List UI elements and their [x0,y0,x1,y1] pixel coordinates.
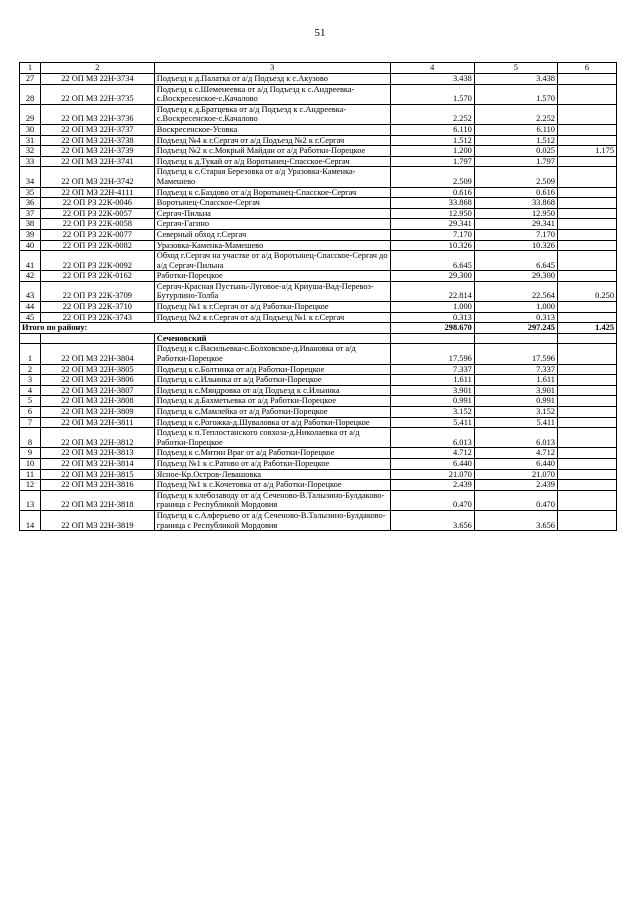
length-col5: 7.337 [474,364,557,375]
length-col5: 3.656 [474,510,557,530]
length-total: 6.645 [390,251,474,271]
row-number: 35 [20,187,41,198]
row-number: 2 [20,364,41,375]
table-row [20,375,617,386]
length-total: 0.313 [390,312,474,323]
length-col6 [557,364,616,375]
length-col5: 0.313 [474,312,557,323]
total-label: Итого по району: [20,323,391,334]
length-col5: 29.341 [474,219,557,230]
length-total: 1.570 [390,84,474,104]
road-id: 22 ОП РЗ 22К-0082 [41,240,155,251]
table-row [20,124,617,135]
length-col5: 29.300 [474,271,557,282]
row-number: 3 [20,375,41,386]
road-id: 22 ОП МЗ 22Н-3807 [41,385,155,396]
length-total: 5.411 [390,417,474,428]
road-name: Северный обход г.Сергач [154,229,390,240]
length-col6 [557,84,616,104]
road-id: 22 ОП МЗ 22Н-3819 [41,510,155,530]
road-name: Подъезд к п.Теплостанского совхоза-д.Николаевка от а/д Работки-Порецкое [154,428,390,448]
row-number: 29 [20,104,41,124]
row-number: 28 [20,84,41,104]
district-row [20,333,617,344]
empty-cell [390,333,474,344]
road-name: Подъезд к с.Мяндровка от а/д Подъезд к с.Ильинка [154,385,390,396]
length-total: 2.509 [390,167,474,187]
row-number: 8 [20,428,41,448]
road-id: 22 ОП МЗ 22Н-3734 [41,74,155,85]
empty-cell [20,333,41,344]
row-number: 33 [20,156,41,167]
row-number: 31 [20,135,41,146]
length-col5: 33.868 [474,198,557,209]
road-name: Подъезд к с.Васильевка-с.Болховское-д.Ивановка от а/д Работки-Порецкое [154,344,390,364]
length-col6 [557,302,616,313]
row-number: 4 [20,385,41,396]
column-header: 5 [474,63,557,74]
length-col5: 22.564 [474,281,557,301]
length-col5: 7.170 [474,229,557,240]
length-col6 [557,510,616,530]
length-total: 22.814 [390,281,474,301]
road-name: Подъезд к д.Палатка от а/д Подъезд к с.Акузово [154,74,390,85]
table-row [20,510,617,530]
road-id: 22 ОП МЗ 22Н-3811 [41,417,155,428]
length-total: 0.470 [390,490,474,510]
road-id: 22 ОП МЗ 22Н-3739 [41,146,155,157]
table-row [20,448,617,459]
road-name: Подъезд к д.Тукай от а/д Воротынец-Спасское-Сергач [154,156,390,167]
length-col6 [557,490,616,510]
empty-cell [474,333,557,344]
length-total: 2.252 [390,104,474,124]
table-row [20,396,617,407]
road-name: Подъезд №1 к г.Сергач от а/д Работки-Порецкое [154,302,390,313]
length-total: 1.512 [390,135,474,146]
length-col6 [557,187,616,198]
table-row [20,208,617,219]
road-name: Подъезд к с.Баздово от а/д Воротынец-Спасское-Сергач [154,187,390,198]
road-name: Сергач-Красная Пустынь-Луговое-а/д Криуша-Вад-Перевоз-Бутурлино-Толба [154,281,390,301]
road-name: Подъезд к д.Братцевка от а/д Подъезд к с.Андреевка-с.Воскресенское-с.Качалово [154,104,390,124]
length-col5: 6.013 [474,428,557,448]
road-id: 22 ОП РЗ 22К-0077 [41,229,155,240]
table-row [20,385,617,396]
length-total: 1.000 [390,302,474,313]
length-col6 [557,104,616,124]
road-name: Подъезд к д.Бахметьевка от а/д Работки-Порецкое [154,396,390,407]
table-row [20,271,617,282]
length-col6 [557,219,616,230]
length-col6 [557,135,616,146]
road-id: 22 ОП МЗ 22Н-3814 [41,458,155,469]
length-total: 0.616 [390,187,474,198]
road-register-table [19,62,617,531]
road-id: 22 ОП МЗ 22Н-3812 [41,428,155,448]
length-col5: 3.152 [474,407,557,418]
road-name: Подъезд №2 к с.Мокрый Майдан от а/д Работки-Порецкое [154,146,390,157]
length-col6 [557,74,616,85]
length-col5: 0.991 [474,396,557,407]
row-number: 41 [20,251,41,271]
length-col5: 3.901 [474,385,557,396]
length-col6 [557,344,616,364]
length-col5: 5.411 [474,417,557,428]
table-row [20,480,617,491]
length-col5: 1.611 [474,375,557,386]
length-total: 2.439 [390,480,474,491]
table-row [20,240,617,251]
length-col6 [557,417,616,428]
table-row [20,344,617,364]
empty-cell [41,333,155,344]
length-total: 3.438 [390,74,474,85]
row-number: 6 [20,407,41,418]
road-name: Подъезд к с.Мамлейка от а/д Работки-Порецкое [154,407,390,418]
row-number: 14 [20,510,41,530]
road-name: Подъезд к с.Ильинка от а/д Работки-Порецкое [154,375,390,386]
length-col6: 0.250 [557,281,616,301]
table-row [20,104,617,124]
road-id: 22 ОП РЗ 22К-0092 [41,251,155,271]
road-id: 22 ОП РЗ 22К-0162 [41,271,155,282]
row-number: 32 [20,146,41,157]
length-total: 12.950 [390,208,474,219]
road-name: Подъезд №4 к г.Сергач от а/д Подъезд №2 к г.Сергач [154,135,390,146]
length-col5: 21.070 [474,469,557,480]
length-total: 3.656 [390,510,474,530]
table-row [20,187,617,198]
row-number: 12 [20,480,41,491]
road-name: Подъезд к хлебозаводу от а/д Сеченово-В.Талызино-Булдаково-граница с Республикой Мордовия [154,490,390,510]
road-id: 22 ОП МЗ 22Н-3735 [41,84,155,104]
road-id: 22 ОП МЗ 22Н-3736 [41,104,155,124]
length-total: 6.110 [390,124,474,135]
road-id: 22 ОП МЗ 22Н-3816 [41,480,155,491]
road-id: 22 ОП МЗ 22Н-3737 [41,124,155,135]
table-row [20,428,617,448]
road-id: 22 ОП МЗ 22Н-3742 [41,167,155,187]
length-col6 [557,385,616,396]
row-number: 7 [20,417,41,428]
row-number: 39 [20,229,41,240]
total-col5: 297.245 [474,323,557,334]
length-col5: 1.570 [474,84,557,104]
road-id: 22 ОП РЗ 22К-3709 [41,281,155,301]
length-total: 1.611 [390,375,474,386]
length-total: 1.200 [390,146,474,157]
road-name: Подъезд №1 к с.Кочетовка от а/д Работки-Порецкое [154,480,390,491]
column-header: 4 [390,63,474,74]
length-col6 [557,198,616,209]
table-row [20,219,617,230]
length-total: 17.596 [390,344,474,364]
length-col6 [557,428,616,448]
length-total: 10.326 [390,240,474,251]
road-id: 22 ОП РЗ 22К-0046 [41,198,155,209]
row-number: 37 [20,208,41,219]
row-number: 27 [20,74,41,85]
table-row [20,458,617,469]
road-id: 22 ОП МЗ 22Н-3815 [41,469,155,480]
length-col6 [557,240,616,251]
row-number: 38 [20,219,41,230]
row-number: 11 [20,469,41,480]
page-number: 51 [314,27,326,39]
length-col5: 2.252 [474,104,557,124]
total-col6: 1.425 [557,323,616,334]
length-col6 [557,469,616,480]
length-col5: 6.110 [474,124,557,135]
row-number: 13 [20,490,41,510]
road-name: Сергач-Пильна [154,208,390,219]
row-number: 34 [20,167,41,187]
road-id: 22 ОП МЗ 22Н-3738 [41,135,155,146]
road-name: Подъезд к с.Алферьево от а/д Сеченово-В.Талызино-Булдаково-граница с Республикой Мордовия [154,510,390,530]
table-row [20,74,617,85]
road-id: 22 ОП МЗ 22Н-4111 [41,187,155,198]
length-col6 [557,407,616,418]
length-col5: 2.439 [474,480,557,491]
road-name: Подъезд к с.Старая Березовка от а/д Уразовка-Каменка-Мамешево [154,167,390,187]
road-name: Работки-Порецкое [154,271,390,282]
road-id: 22 ОП РЗ 22К-3743 [41,312,155,323]
road-name: Подъезд №1 к с.Ратово от а/д Работки-Порецкое [154,458,390,469]
row-number: 5 [20,396,41,407]
road-name: Уразовка-Каменка-Мамешево [154,240,390,251]
road-name: Обход г.Сергач на участке от а/д Воротынец-Спасское-Сергач до а/д Сергач-Пильна [154,251,390,271]
row-number: 10 [20,458,41,469]
column-header: 3 [154,63,390,74]
row-number: 43 [20,281,41,301]
road-id: 22 ОП РЗ 22К-3710 [41,302,155,313]
road-name: Ясное-Кр.Остров-Левашовка [154,469,390,480]
length-col5: 0.616 [474,187,557,198]
road-name: Подъезд №2 к г.Сергач от а/д Подъезд №1 к г.Сергач [154,312,390,323]
table-row [20,302,617,313]
road-id: 22 ОП МЗ 22Н-3806 [41,375,155,386]
row-number: 40 [20,240,41,251]
length-total: 29.341 [390,219,474,230]
length-col6 [557,167,616,187]
row-number: 42 [20,271,41,282]
length-col6 [557,208,616,219]
length-col5: 3.438 [474,74,557,85]
length-col6 [557,229,616,240]
length-col6 [557,448,616,459]
table-row [20,84,617,104]
length-col5: 1.000 [474,302,557,313]
road-name: Сергач-Гагино [154,219,390,230]
length-total: 29.300 [390,271,474,282]
length-col5: 0.025 [474,146,557,157]
road-name: Подъезд к с.Шеменеевка от а/д Подъезд к с.Андреевка-с.Воскресенское-с.Качалово [154,84,390,104]
length-col6 [557,271,616,282]
table-row [20,281,617,301]
road-id: 22 ОП МЗ 22Н-3818 [41,490,155,510]
length-col5: 4.712 [474,448,557,459]
empty-cell [557,333,616,344]
row-number: 36 [20,198,41,209]
road-id: 22 ОП МЗ 22Н-3741 [41,156,155,167]
table-row [20,407,617,418]
length-total: 6.440 [390,458,474,469]
table-row [20,167,617,187]
header-row [20,63,617,74]
length-col6 [557,458,616,469]
length-total: 1.797 [390,156,474,167]
column-header: 1 [20,63,41,74]
table-row [20,156,617,167]
table-row [20,146,617,157]
column-header: 2 [41,63,155,74]
length-col6 [557,312,616,323]
road-id: 22 ОП РЗ 22К-0058 [41,219,155,230]
district-name: Сеченовский [154,333,390,344]
row-number: 30 [20,124,41,135]
length-col5: 6.645 [474,251,557,271]
road-id: 22 ОП МЗ 22Н-3804 [41,344,155,364]
length-col6 [557,124,616,135]
road-name: Подъезд к с.Рогожка-д.Шуваловка от а/д Работки-Порецкое [154,417,390,428]
length-col5: 10.326 [474,240,557,251]
length-total: 6.013 [390,428,474,448]
road-name: Подъезд к с.Болтинка от а/д Работки-Порецкое [154,364,390,375]
road-id: 22 ОП МЗ 22Н-3809 [41,407,155,418]
table-row [20,251,617,271]
length-total: 0.991 [390,396,474,407]
table-row [20,417,617,428]
road-id: 22 ОП МЗ 22Н-3805 [41,364,155,375]
table-row [20,312,617,323]
row-number: 9 [20,448,41,459]
table-row [20,469,617,480]
length-total: 3.152 [390,407,474,418]
length-col6 [557,480,616,491]
table-row [20,490,617,510]
length-col5: 17.596 [474,344,557,364]
row-number: 1 [20,344,41,364]
length-col5: 1.512 [474,135,557,146]
length-col6 [557,156,616,167]
length-col5: 6.440 [474,458,557,469]
length-total: 3.901 [390,385,474,396]
length-total: 21.070 [390,469,474,480]
length-col6 [557,251,616,271]
row-number: 44 [20,302,41,313]
length-col5: 0.470 [474,490,557,510]
road-name: Подъезд к с.Митин Враг от а/д Работки-Порецкое [154,448,390,459]
length-col5: 1.797 [474,156,557,167]
row-number: 45 [20,312,41,323]
length-total: 33.868 [390,198,474,209]
length-total: 4.712 [390,448,474,459]
length-col5: 12.950 [474,208,557,219]
road-name: Воскресенское-Усовка [154,124,390,135]
road-id: 22 ОП РЗ 22К-0057 [41,208,155,219]
length-col5: 2.509 [474,167,557,187]
total-length: 298.670 [390,323,474,334]
length-col6 [557,375,616,386]
length-col6: 1.175 [557,146,616,157]
table-row [20,135,617,146]
length-total: 7.170 [390,229,474,240]
table-row [20,364,617,375]
length-col6 [557,396,616,407]
length-total: 7.337 [390,364,474,375]
column-header: 6 [557,63,616,74]
road-id: 22 ОП МЗ 22Н-3808 [41,396,155,407]
road-name: Воротынец-Спасское-Сергач [154,198,390,209]
table-row [20,229,617,240]
district-total-row [20,323,617,334]
road-id: 22 ОП МЗ 22Н-3813 [41,448,155,459]
table-row [20,198,617,209]
